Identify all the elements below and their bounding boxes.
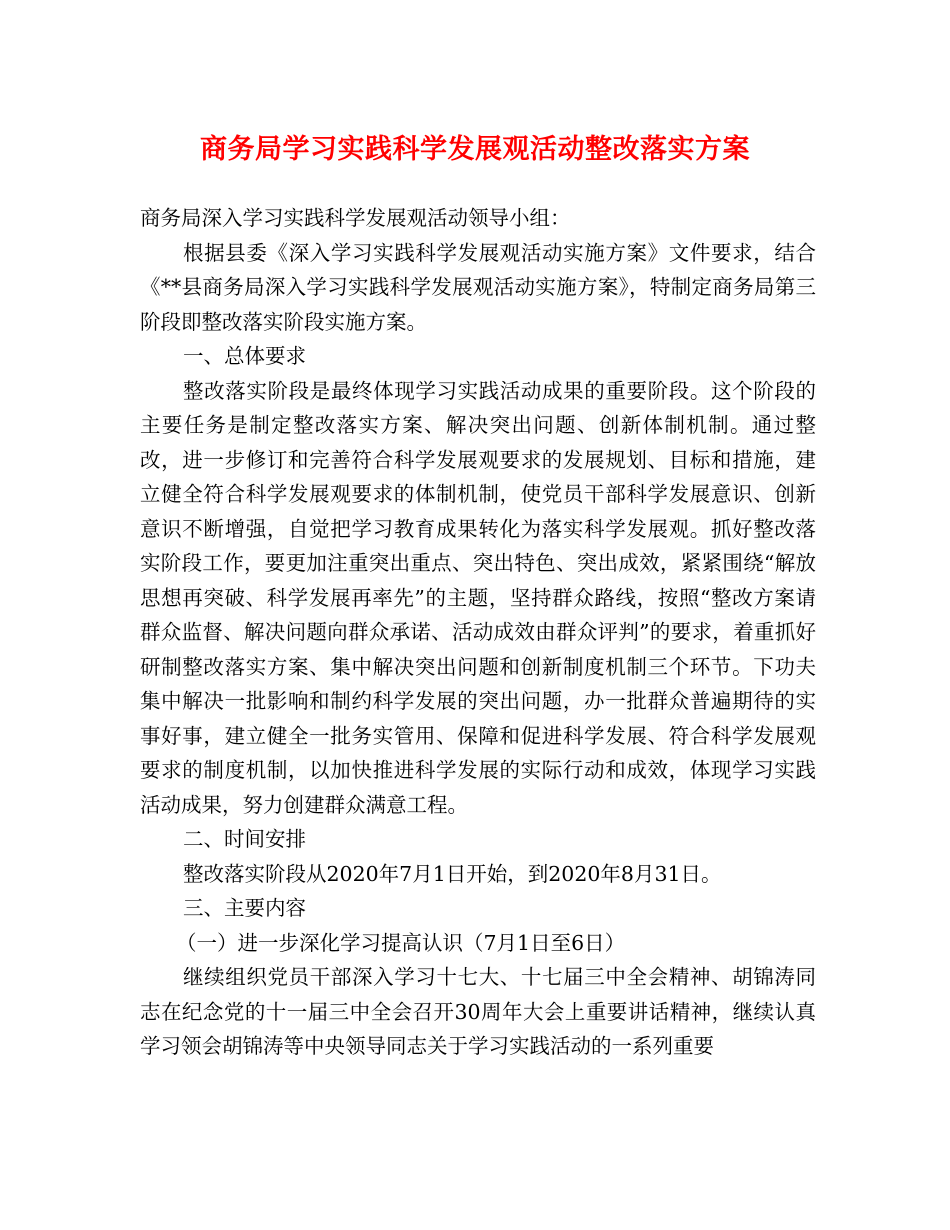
section-heading-general-requirements: 一、总体要求 bbox=[183, 344, 306, 368]
document-body bbox=[140, 201, 816, 1064]
addressee-line: 商务局深入学习实践科学发展观活动领导小组： bbox=[140, 206, 571, 230]
subsection-heading-deepen-study: （一）进一步深化学习提高认识（7月1日至6日） bbox=[176, 930, 626, 955]
deepen-study-paragraph: 继续组织党员干部深入学习十七大、十七届三中全会精神、胡锦涛同志在纪念党的十一届三中全会召开30周年大会上重要讲话精神，继续认真学习领会胡锦涛等中央领导同志关于学习实践活动的一系列重要 bbox=[140, 965, 816, 1058]
general-requirements-paragraph: 整改落实阶段是最终体现学习实践活动成果的重要阶段。这个阶段的主要任务是制定整改落实方案、解决突出问题、创新体制机制。通过整改，进一步修订和完善符合科学发展观要求的发展规划、目标和措施，建立健全符合科学发展观要求的体制机制，使党员干部科学发展意识、创新意识不断增强，自觉把学习教育成果转化为落实科学发展观。抓好整改落实阶段工作，要更加注重突出重点、突出特色、突出成效，紧紧围绕“解放思想再突破、科学发展再率先”的主题，坚持群众路线，按照“整改方案请群众监督、解决问题向群众承诺、活动成效由群众评判”的要求，着重抓好研制整改落实方案、集中解决突出问题和创新制度机制三个环节。下功夫集中解决一批影响和制约科学发展的突出问题，办一批群众普遍期待的实事好事，建立健全一批务实管用、保障和促进科学发展、符合科学发展观要求的制度机制，以加快推进科学发展的实际行动和成效，体现学习实践活动成果，努力创建群众满意工程。 bbox=[140, 378, 816, 817]
document-title: 商务局学习实践科学发展观活动整改落实方案 bbox=[200, 134, 750, 165]
intro-paragraph: 根据县委《深入学习实践科学发展观活动实施方案》文件要求，结合《**县商务局深入学习实践科学发展观活动实施方案》，特制定商务局第三阶段即整改落实阶段实施方案。 bbox=[140, 240, 816, 334]
section-heading-schedule: 二、时间安排 bbox=[183, 827, 306, 851]
section-heading-main-content: 三、主要内容 bbox=[183, 896, 306, 920]
schedule-paragraph: 整改落实阶段从2020年7月1日开始，到2020年8月31日。 bbox=[183, 861, 722, 886]
